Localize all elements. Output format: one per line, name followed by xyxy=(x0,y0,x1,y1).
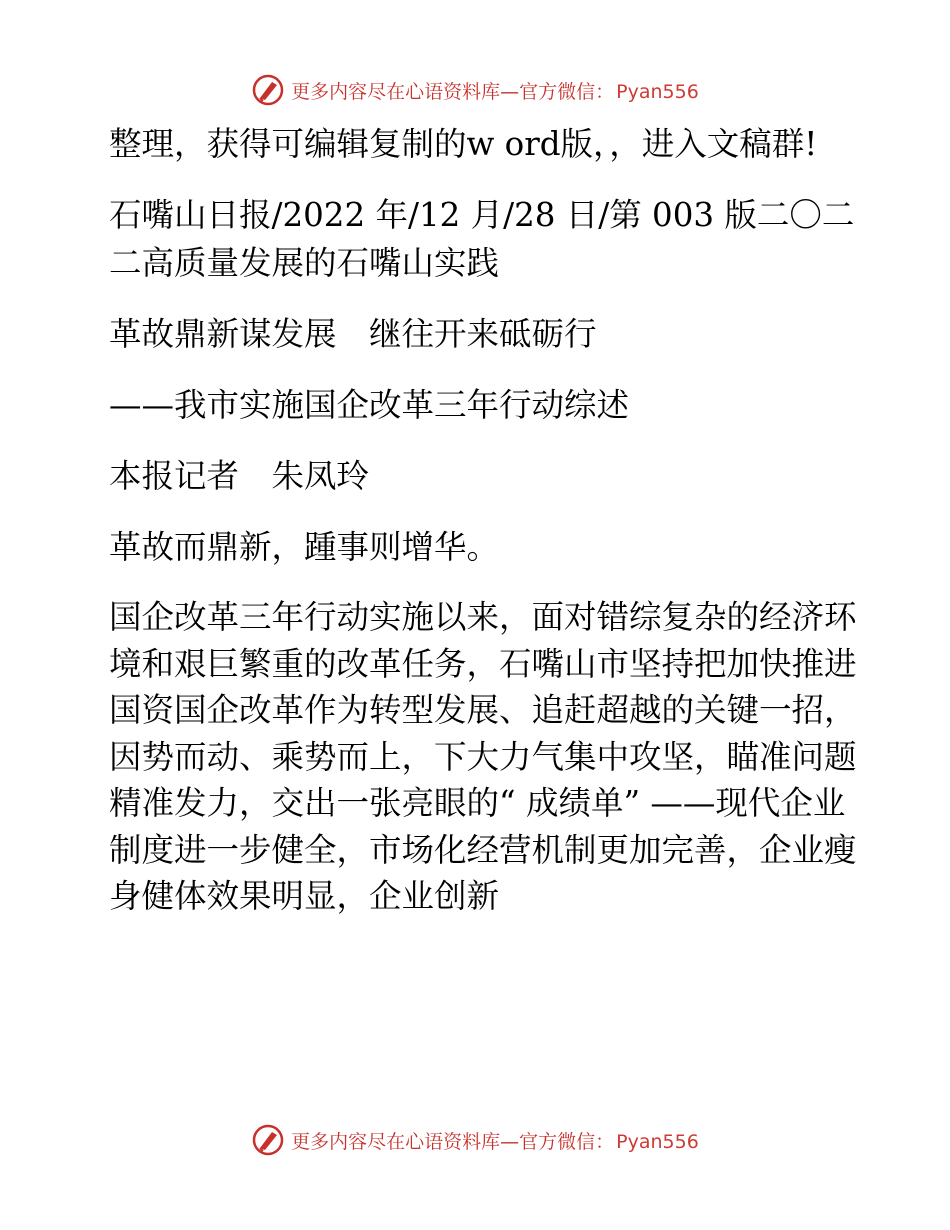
watermark-text xyxy=(291,77,699,104)
article-subtitle: ——我市实施国企改革三年行动综述 xyxy=(109,386,630,424)
footer-watermark xyxy=(0,1120,950,1160)
source-line: 石嘴山日报/2022 年/12 月/28 日/第 003 版二〇二二高质量发展的石嘴山实践 xyxy=(109,196,855,282)
watermark-label: 更多内容尽在心语资料库—官方微信： xyxy=(291,1130,615,1153)
watermark-label: 更多内容尽在心语资料库—官方微信： xyxy=(291,80,615,103)
body-paragraph: 国企改革三年行动实施以来，面对错综复杂的经济环境和艰巨繁重的改革任务，石嘴山市坚持把加快推进国资国企改革作为转型发展、追赶超越的关键一招，因势而动、乘势而上，下大力气集中攻坚，瞄准问题精准发力，交出一张亮眼的“ 成绩单” ——现代企业制度进一步健全，市场化经营机制更加完善，企业瘦身健体效果明显，企业创新 xyxy=(109,598,857,915)
watermark-wechat-id: Pyan556 xyxy=(616,80,699,103)
quill-pen-logo-icon xyxy=(251,73,285,107)
watermark-wechat-id: Pyan556 xyxy=(616,1130,699,1153)
intro-paragraph: 整理，获得可编辑复制的w ord版，，进入文稿群! xyxy=(109,125,818,163)
quill-pen-logo-icon xyxy=(251,1123,285,1157)
document-body xyxy=(98,120,858,920)
lead-sentence: 革故而鼎新，踵事则增华。 xyxy=(109,528,500,566)
watermark-text xyxy=(291,1127,699,1154)
article-headline: 革故鼎新谋发展 继往开来砥砺行 xyxy=(109,315,597,353)
header-watermark xyxy=(0,70,950,110)
article-byline: 本报记者 朱凤玲 xyxy=(109,457,370,495)
